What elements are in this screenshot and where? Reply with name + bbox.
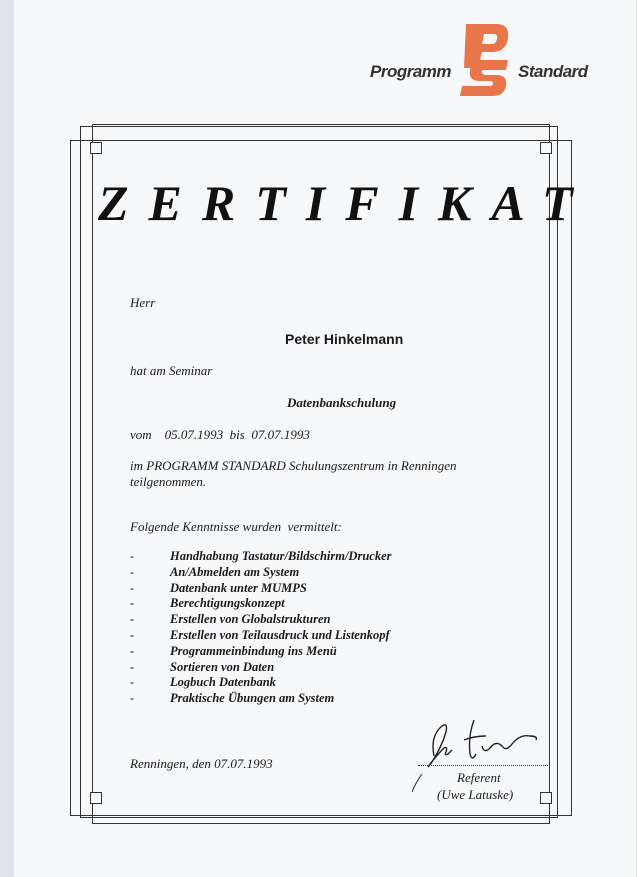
frame-corner-top-right: [540, 142, 552, 154]
location-line-2: teilgenommen.: [130, 474, 207, 489]
referent-name: (Uwe Latuske): [437, 787, 514, 802]
skills-intro: Folgende Kenntnisse wurden vermittelt:: [130, 519, 342, 534]
logo-text-standard: Standard: [518, 62, 588, 81]
salutation: Herr: [130, 295, 156, 310]
ps-logo-mark-icon: [456, 20, 516, 98]
programm-standard-logo: [368, 20, 608, 100]
seminar-intro: hat am Seminar: [130, 363, 213, 378]
signature-line: [418, 765, 550, 766]
certificate-title: ZERTIFIKAT: [98, 175, 593, 231]
seminar-name: Datenbankschulung: [287, 395, 397, 410]
frame-corner-bottom-left: [90, 792, 102, 804]
location-line-1: im PROGRAMM STANDARD Schulungszentrum in Renningen: [130, 458, 457, 473]
frame-corner-top-left: [90, 142, 102, 154]
participant-name: Peter Hinkelmann: [285, 331, 404, 347]
place-date: Renningen, den 07.07.1993: [130, 756, 273, 771]
referent-label: Referent: [457, 770, 501, 785]
seminar-dates: vom 05.07.1993 bis 07.07.1993: [130, 427, 310, 442]
logo-text-programm: Programm: [370, 62, 452, 81]
